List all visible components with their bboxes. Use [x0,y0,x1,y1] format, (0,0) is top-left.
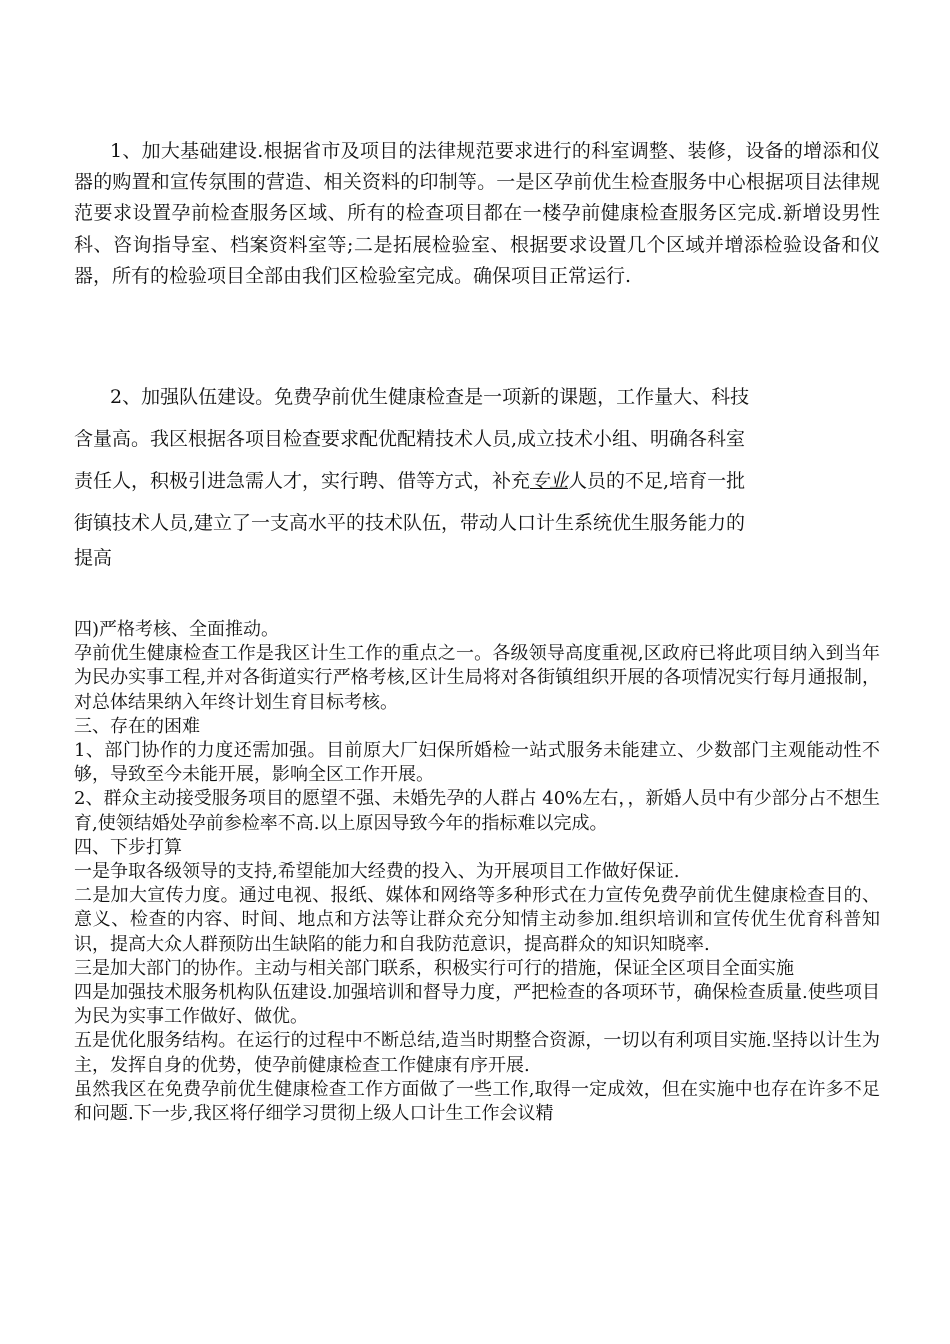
paragraph-plan-3: 三是加大部门的协作。主动与相关部门联系，积极实行可行的措施，保证全区项目全面实施 [74,957,794,979]
team-building-line-3-end: 人员的不足,培育一批 [568,470,746,492]
team-building-line-4: 街镇技术人员,建立了一支高水平的技术队伍，带动人口计生系统优生服务能力的 [74,512,746,534]
paragraph-difficulty-2: 2、群众主动接受服务项目的愿望不强、未婚先孕的人群占 40%左右，，新婚人员中有少部分占不想生育,使领结婚处孕前参检率不高.以上原因导致今年的指标难以完成。 [74,788,880,834]
paragraph-team-building [74,380,880,576]
team-building-line-2: 含量高。我区根据各项目检查要求配优配精技术人员,成立技术小组、明确各科室 [74,428,746,450]
paragraph-infrastructure: 1、加大基础建设.根据省市及项目的法律规范要求进行的科室调整、装修，设备的增添和仪器的购置和宣传氛围的营造、相关资料的印制等。一是区孕前优生检查服务中心根据项目法律规范要求设置孕前检查服务区域、所有的检查项目都在一楼孕前健康检查服务区完成.新增设男性科、咨询指导室、档案资料室等;二是拓展检验室、根据要求设置几个区域并增添检验设备和仪器，所有的检验项目全部由我们区检验室完成。确保项目正常运行. [74,140,880,287]
heading-next-steps: 四、下步打算 [74,836,182,858]
team-building-line-3 [74,464,880,506]
paragraph-plan-4: 四是加强技术服务机构队伍建设.加强培训和督导力度，严把检查的各项环节，确保检查质量.使些项目为民为实事工作做好、做优。 [74,982,880,1028]
paragraph-difficulty-1: 1、部门协作的力度还需加强。目前原大厂妇保所婚检一站式服务未能建立、少数部门主观能动性不够，导致至今未能开展，影响全区工作开展。 [74,740,880,786]
paragraph-assessment: 孕前优生健康检查工作是我区计生工作的重点之一。各级领导高度重视,区政府已将此项目纳入到当年为民办实事工程,并对各街道实行严格考核,区计生局将对各街镇组织开展的各项情况实行每月通报制，对总体结果纳入年终计划生育目标考核。 [74,643,880,713]
team-building-line-5: 提高 [74,547,113,569]
underlined-term: 专业 [530,470,569,492]
heading-difficulties: 三、存在的困难 [74,715,200,737]
paragraph-plan-5: 五是优化服务结构。在运行的过程中不断总结,造当时期整合资源，一切以有利项目实施.坚持以计生为主，发挥自身的优势，使孕前健康检查工作健康有序开展. [74,1030,880,1076]
team-building-line-1: 2、加强队伍建设。免费孕前优生健康检查是一项新的课题，工作量大、科技 [110,386,750,408]
paragraph-plan-1: 一是争取各级领导的支持,希望能加大经费的投入、为开展项目工作做好保证. [74,861,680,883]
document-body-continued [74,618,880,1126]
paragraph-conclusion: 虽然我区在免费孕前优生健康检查工作方面做了一些工作,取得一定成效，但在实施中也存在许多不足和问题.下一步,我区将仔细学习贯彻上级人口计生工作会议精 [74,1078,880,1125]
heading-assessment: 四)严格考核、全面推动。 [74,619,280,640]
team-building-line-3-start: 责任人，积极引进急需人才，实行聘、借等方式，补充 [74,470,531,492]
paragraph-plan-2: 二是加大宣传力度。通过电视、报纸、媒体和网络等多种形式在力宣传免费孕前优生健康检查目的、意义、检查的内容、时间、地点和方法等让群众充分知情主动参加.组织培训和宣传优生优育科普知识，提高大众人群预防出生缺陷的能力和自我防范意识，提高群众的知识知晓率. [74,885,880,955]
